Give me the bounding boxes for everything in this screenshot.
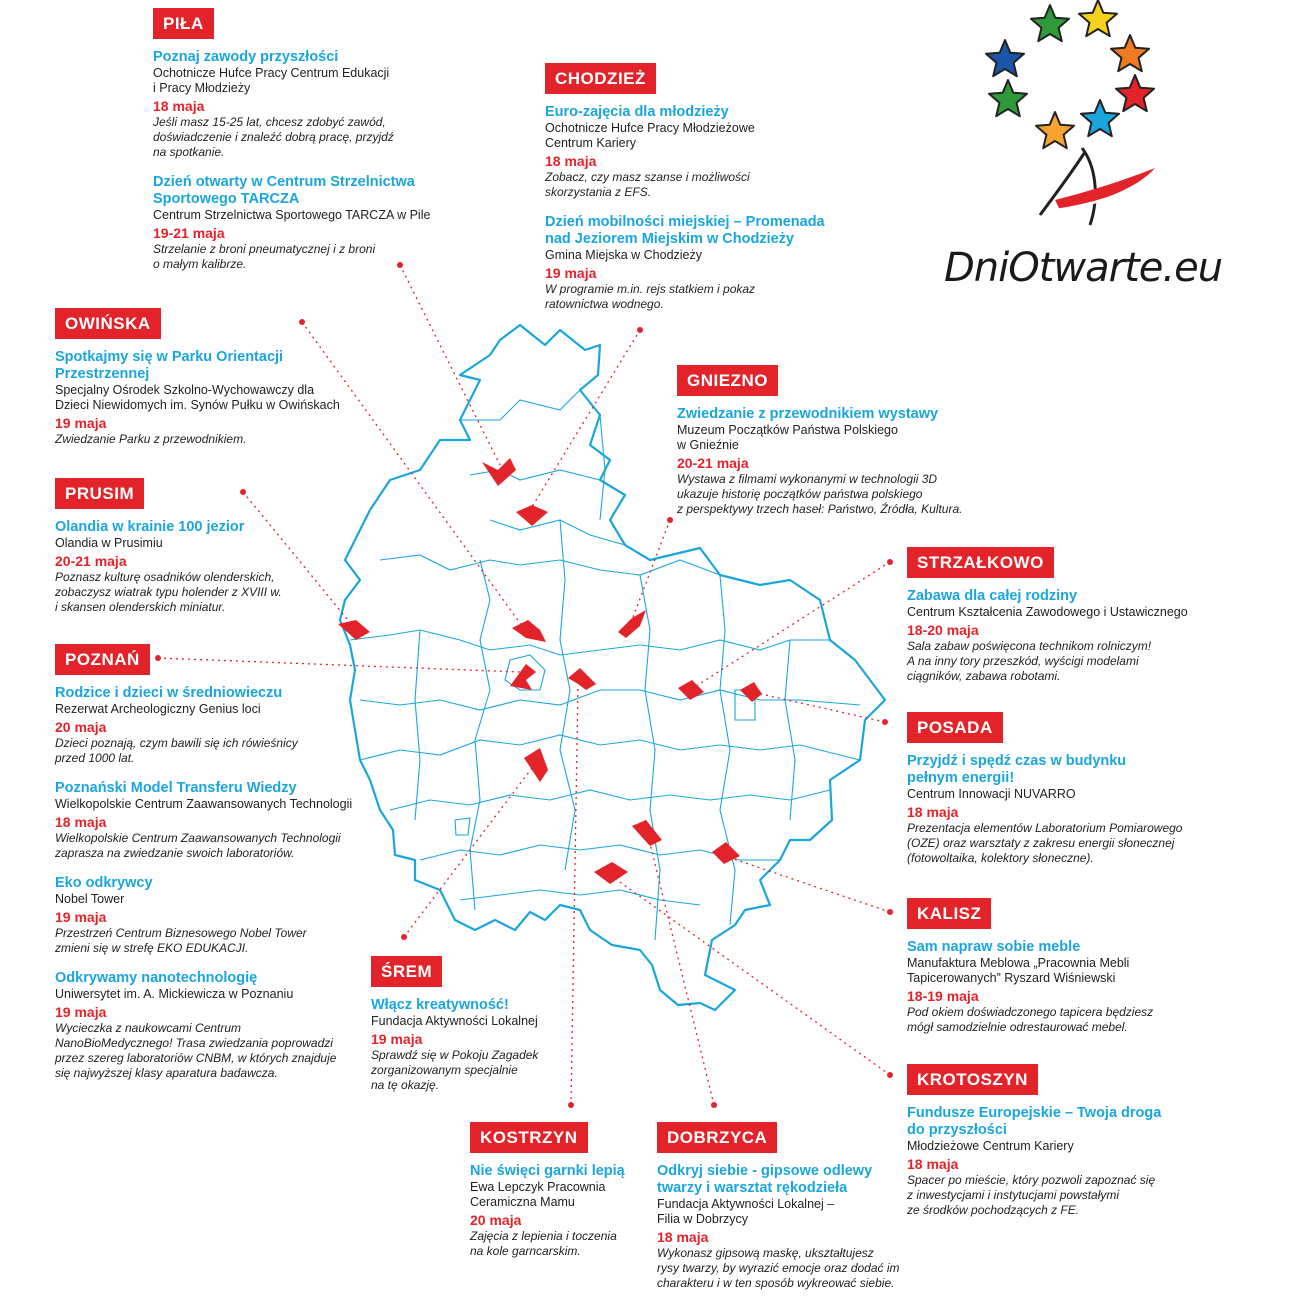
event-date: 18 maja: [907, 1156, 959, 1172]
city-label: STRZAŁKOWO: [907, 547, 1054, 578]
event-item: [55, 349, 385, 447]
event-title: Rodzice i dzieci w średniowieczu: [55, 685, 283, 701]
event-item: [371, 997, 621, 1093]
logo-star: [1079, 0, 1117, 36]
marker-posada: [740, 682, 762, 702]
city-label: CHODZIEŻ: [545, 63, 656, 94]
event-title: Zwiedzanie z przewodnikiem wystawy: [677, 406, 939, 422]
event-title: Poznaj zawody przyszłości: [153, 49, 339, 65]
event-desc: Prezentacja elementów Laboratorium Pomiarowego (OZE) oraz warsztaty z zakresu energii słonecznej (fotowoltaika, kolektory słoneczne).: [907, 821, 1183, 865]
marker-poznan-2: [568, 668, 596, 690]
event-date: 19 maja: [371, 1031, 423, 1047]
event-desc: Zobacz, czy masz szanse i możliwości skorzystania z EFS.: [545, 170, 750, 199]
city-label: KROTOSZYN: [907, 1064, 1038, 1095]
event-item: [55, 519, 355, 615]
event-org: Rezerwat Archeologiczny Genius loci: [55, 702, 261, 716]
block-prusim: [55, 478, 355, 629]
event-org: Olandia w Prusimiu: [55, 536, 163, 550]
logo-star: [1081, 100, 1119, 136]
event-item: [55, 970, 385, 1081]
event-desc: Wycieczka z naukowcami Centrum NanoBioMedycznego! Trasa zwiedzania poprowadzi przez szereg laboratoriów CNBM, w których znajduje się najwyższej klasy aparatura badawcza.: [55, 1021, 337, 1080]
event-item: [907, 753, 1237, 866]
event-item: [907, 1105, 1237, 1218]
event-item: [907, 588, 1237, 684]
event-date: 18-20 maja: [907, 622, 979, 638]
marker-kalisz: [712, 842, 740, 864]
block-gniezno: [677, 365, 1007, 531]
event-org: Centrum Strzelnictwa Sportowego TARCZA w Pile: [153, 208, 431, 222]
city-label: PIŁA: [153, 8, 214, 39]
event-item: [55, 780, 385, 861]
city-label: OWIŃSKA: [55, 308, 161, 339]
event-org: Wielkopolskie Centrum Zaawansowanych Technologii: [55, 797, 353, 811]
block-poznan: [55, 644, 385, 1095]
block-krotoszyn: [907, 1064, 1237, 1232]
event-desc: Wykonasz gipsową maskę, ukształtujesz rysy twarzy, by wyrazić emocje oraz dodać im charakteru i w ten sposób wykreować siebie.: [657, 1246, 900, 1290]
event-title: Eko odkrywcy: [55, 875, 153, 891]
marker-poznan: [510, 664, 536, 690]
event-title: Przyjdź i spędź czas w budynku pełnym energii!: [907, 753, 1127, 786]
event-title: Odkryj siebie - gipsowe odlewy twarzy i warsztat rękodzieła: [657, 1163, 873, 1196]
event-item: [153, 174, 473, 272]
city-label: ŚREM: [371, 956, 442, 987]
event-title: Odkrywamy nanotechnologię: [55, 970, 258, 986]
block-srem: [371, 956, 621, 1107]
event-item: [545, 104, 855, 200]
event-org: Nobel Tower: [55, 892, 125, 906]
event-org: Ochotnicze Hufce Pracy Młodzieżowe Centrum Kariery: [545, 121, 755, 150]
event-item: [907, 939, 1237, 1035]
city-label: KOSTRZYN: [470, 1122, 588, 1153]
event-title: Sam napraw sobie meble: [907, 939, 1081, 955]
city-label: POSADA: [907, 712, 1003, 743]
event-item: [657, 1163, 907, 1291]
event-date: 19 maja: [55, 909, 107, 925]
event-org: Ochotnicze Hufce Pracy Centrum Edukacji i Pracy Młodzieży: [153, 66, 390, 95]
event-desc: Jeśli masz 15-25 lat, chcesz zdobyć zawód, doświadczenie i znaleźć dobrą pracę, przyjdź na spotkanie.: [153, 115, 394, 159]
city-label: GNIEZNO: [677, 365, 778, 396]
event-date: 20 maja: [55, 719, 107, 735]
marker-gniezno: [618, 610, 646, 638]
event-title: Fundusze Europejskie – Twoja droga do przyszłości: [907, 1105, 1162, 1138]
event-title: Poznański Model Transferu Wiedzy: [55, 780, 297, 796]
event-item: [153, 49, 473, 160]
block-chodziez: [545, 63, 855, 326]
event-org: Centrum Innowacji NUVARRO: [907, 787, 1076, 801]
event-title: Olandia w krainie 100 jezior: [55, 519, 245, 535]
event-desc: Sala zabaw poświęcona technikom rolniczym! A na inny tory przeszkód, wyścigi modelami ciągników, zabawa robotami.: [907, 639, 1152, 683]
event-date: 20-21 maja: [677, 455, 749, 471]
block-owinska: [55, 308, 385, 461]
event-org: Gmina Miejska w Chodzieży: [545, 248, 702, 262]
event-item: [470, 1163, 660, 1259]
event-desc: Przestrzeń Centrum Biznesowego Nobel Tower zmieni się w strefę EKO EDUKACJI.: [55, 926, 307, 955]
event-org: Fundacja Aktywności Lokalnej: [371, 1014, 538, 1028]
logo-star: [1031, 5, 1069, 41]
city-label: POZNAŃ: [55, 644, 150, 675]
event-date: 18 maja: [545, 153, 597, 169]
logo-star: [986, 40, 1024, 76]
event-org: Centrum Kształcenia Zawodowego i Ustawicznego: [907, 605, 1188, 619]
block-strzalkowo: [907, 547, 1237, 698]
city-label: KALISZ: [907, 898, 991, 929]
marker-owinska: [512, 620, 546, 642]
event-date: 18 maja: [907, 804, 959, 820]
marker-chodziez: [516, 505, 548, 526]
event-item: [55, 685, 385, 766]
event-item: [545, 214, 855, 312]
event-desc: Pod okiem doświadczonego tapicera będziesz mógł samodzielnie odrestaurować mebel.: [907, 1005, 1154, 1034]
marker-srem: [524, 748, 548, 782]
event-desc: Sprawdź się w Pokoju Zagadek zorganizowanym specjalnie na tę okazję.: [371, 1048, 539, 1092]
event-org: Młodzieżowe Centrum Kariery: [907, 1139, 1074, 1153]
event-desc: Zajęcia z lepienia i toczenia na kole garncarskim.: [470, 1229, 617, 1258]
logo-star: [1116, 75, 1154, 111]
event-desc: Dzieci poznają, czym bawili się ich rówieśnicy przed 1000 lat.: [55, 736, 298, 765]
event-date: 19 maja: [545, 265, 597, 281]
event-org: Uniwersytet im. A. Mickiewicza w Poznaniu: [55, 987, 294, 1001]
logo-star: [1111, 35, 1149, 71]
event-item: [677, 406, 1007, 517]
event-title: Zabawa dla całej rodziny: [907, 588, 1078, 604]
logo-star: [989, 80, 1027, 116]
logo-graphic: [986, 0, 1155, 225]
block-kostrzyn: [470, 1122, 660, 1273]
event-org: Muzeum Początków Państwa Polskiego w Gnieźnie: [677, 423, 898, 452]
marker-dobrzyca: [632, 820, 662, 846]
event-org: Fundacja Aktywności Lokalnej – Filia w Dobrzycy: [657, 1197, 835, 1226]
event-desc: Wystawa z filmami wykonanymi w technologii 3D ukazuje historię początków państwa polskiego z perspektywy trzech haseł: Państwo, Źródła, Kultura.: [677, 472, 963, 516]
event-date: 18 maja: [153, 98, 205, 114]
event-date: 20-21 maja: [55, 553, 127, 569]
event-title: Nie święci garnki lepią: [470, 1163, 625, 1179]
event-date: 18 maja: [55, 814, 107, 830]
event-date: 19 maja: [55, 1004, 107, 1020]
logo-text: DniOtwarte.eu: [944, 245, 1223, 291]
event-title: Dzień mobilności miejskiej – Promenada nad Jeziorem Miejskim w Chodzieży: [545, 214, 825, 247]
event-org: Specjalny Ośrodek Szkolno-Wychowawczy dla Dzieci Niewidomych im. Synów Pułku w Owińskach: [55, 383, 340, 412]
event-date: 19 maja: [55, 415, 107, 431]
block-posada: [907, 712, 1237, 880]
event-desc: Zwiedzanie Parku z przewodnikiem.: [55, 432, 247, 446]
event-org: Ewa Lepczyk Pracownia Ceramiczna Mamu: [470, 1180, 606, 1209]
event-date: 18 maja: [657, 1229, 709, 1245]
city-label: PRUSIM: [55, 478, 144, 509]
block-dobrzyca: [657, 1122, 907, 1305]
logo-star: [1036, 112, 1074, 148]
marker-kostrzyn: [594, 862, 628, 884]
event-title: Włącz kreatywność!: [371, 997, 509, 1013]
event-date: 18-19 maja: [907, 988, 979, 1004]
event-date: 19-21 maja: [153, 225, 225, 241]
event-desc: W programie m.in. rejs statkiem i pokaz ratownictwa wodnego.: [545, 282, 756, 311]
city-label: DOBRZYCA: [657, 1122, 777, 1153]
event-desc: Wielkopolskie Centrum Zaawansowanych Technologii zaprasza na zwiedzanie swoich laboratoriów.: [55, 831, 341, 860]
event-date: 20 maja: [470, 1212, 522, 1228]
event-title: Dzień otwarty w Centrum Strzelnictwa Sportowego TARCZA: [153, 174, 415, 207]
marker-strzalkowo: [678, 680, 704, 700]
event-desc: Poznasz kulturę osadników olenderskich, zobaczysz wiatrak typu holender z XVIII w. i skansen olenderskich miniatur.: [55, 570, 282, 614]
event-desc: Strzelanie z broni pneumatycznej i z broni o małym kalibrze.: [153, 242, 376, 271]
event-item: [55, 875, 385, 956]
event-org: Manufaktura Meblowa „Pracownia Mebli Tapicerowanych” Ryszard Wiśniewski: [907, 956, 1130, 985]
event-title: Euro-zajęcia dla młodzieży: [545, 104, 729, 120]
block-pila: [153, 8, 473, 286]
block-kalisz: [907, 898, 1237, 1049]
event-title: Spotkajmy się w Parku Orientacji Przestrzennej: [55, 349, 284, 382]
event-desc: Spacer po mieście, który pozwoli zapoznać się z inwestycjami i instytucjami powstałymi ze środków pochodzących z FE.: [907, 1173, 1156, 1217]
